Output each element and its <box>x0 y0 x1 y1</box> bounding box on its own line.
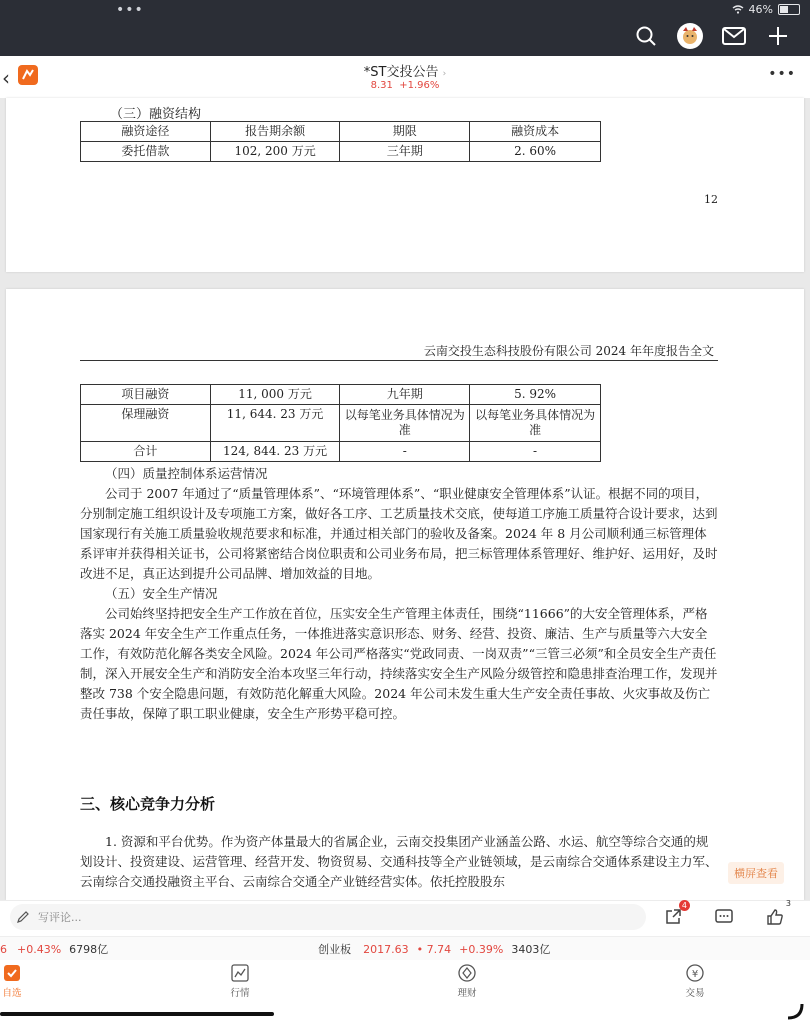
chevron-right-icon: › <box>442 69 447 79</box>
finance-icon <box>458 964 476 982</box>
comments-icon[interactable] <box>711 904 737 930</box>
status-bar <box>732 3 800 16</box>
more-icon[interactable]: ••• <box>768 66 796 82</box>
like-icon[interactable] <box>762 899 791 930</box>
paragraph: 公司于 2007 年通过了“质量管理体系”、“环境管理体系”、“职业健康安全管理体系”认证。根据不同的项目，分别制定施工组织设计及专项施工方案，做好各工序、工艺质量技术交底，使每道工序施工质量符合设计要求，达到国家现行有关施工质量验收规范要求和标准，并通过相关部门的验收及备案。2024 年 8 月公司顺利通三标管理体系评审并获得相关证书，公司将紧密结合岗位职责和公司业务布局，把三标管理体系管理好、维护好、运用好，及时改进不足，真正达到提升公司品牌、增加效益的目地。 <box>80 486 718 581</box>
comment-input[interactable]: 写评论... <box>10 904 646 930</box>
stock-name[interactable]: *ST交投公告 › <box>363 65 447 80</box>
paragraph: 1. 资源和平台优势。作为资产体量最大的省属企业，云南交投集团产业涵盖公路、水运、航空等综合交通的规划设计、投资建设、运营管理、经营开发、物资贸易、交通科技等全产业链领域，是云南综合交通体系建设主力军、云南综合交通投融资主平台、云南综合交通全产业链经营实体。依托控股股东 <box>80 834 718 889</box>
multitask-dots[interactable]: ••• <box>116 2 144 18</box>
market-chart-icon <box>231 964 249 982</box>
table-row: 委托借款 102, 200 万元 三年期 2. 60% <box>81 142 601 162</box>
header-rule <box>80 360 718 361</box>
page-number: 12 <box>704 193 718 206</box>
favorites-icon <box>3 964 21 982</box>
landscape-view-button[interactable]: 横屏查看 <box>728 862 784 884</box>
document-page-12 <box>6 98 804 272</box>
index-ticker[interactable]: 6 +0.43% 6798亿 创业板 2017.63 • 7.74 +0.39% 3403亿 <box>0 936 810 962</box>
back-icon[interactable]: ‹ <box>2 66 10 90</box>
nav-market[interactable]: 行情 <box>210 964 270 999</box>
section-title: （三）融资结构 <box>110 107 202 122</box>
home-indicator[interactable] <box>0 1012 274 1016</box>
like-count: 3 <box>785 899 791 908</box>
section-core <box>80 832 718 892</box>
financing-table <box>80 121 601 162</box>
battery-percent: 46% <box>748 3 773 16</box>
section-title: （四）质量控制体系运营情况 <box>105 466 268 481</box>
wifi-icon <box>732 5 744 14</box>
corner-resize-icon <box>784 1000 804 1020</box>
share-badge: 4 <box>679 900 690 911</box>
document-page-13 <box>6 289 804 900</box>
paragraph: 公司始终坚持把安全生产工作放在首位，压实安全生产管理主体责任，围绕“11666”的大安全管理体系，严格落实 2024 年安全生产工作重点任务，一体推进落实意识形态、财务、经营、投资、廉洁、生产与质量等六大安全工作，有效防范化解各类安全风险。2024 年公司严格落实“党政同责、一岗双责”“三管三必须”和全员安全生产责任制，深入开展安全生产和消防安全治本攻坚三年行动，持续落实安全生产风险分级管控和隐患排查治理工作，发现并整改 738 个安全隐患问题，有效防范化解重大风险。2024 年公司未发生重大生产安全责任事故、火灾事故及伤亡责任事故，保障了职工职业健康，安全生产形势平稳可控。 <box>80 606 718 721</box>
table-row: 项目融资 11, 000 万元 九年期 5. 92% <box>81 385 601 405</box>
nav-favorites[interactable]: 自选 <box>0 964 42 999</box>
running-header: 云南交投生态科技股份有限公司 2024 年年度报告全文 <box>423 344 714 358</box>
table-row: 保理融资 11, 644. 23 万元 以每笔业务具体情况为准 以每笔业务具体情况为准 <box>81 405 601 442</box>
search-icon[interactable] <box>630 20 662 52</box>
pencil-icon <box>16 910 30 924</box>
section-title: （五）安全生产情况 <box>105 586 218 601</box>
add-icon[interactable] <box>762 20 794 52</box>
table-header-row: 融资途径 报告期余额 期限 融资成本 <box>81 122 601 142</box>
index-name: 创业板 <box>318 943 352 956</box>
trade-yen-icon <box>686 964 704 982</box>
stock-price: 8.31 +1.96% <box>370 80 440 91</box>
nav-trade[interactable]: ¥ 交易 <box>665 964 725 999</box>
section-quality <box>80 464 718 724</box>
mail-icon[interactable] <box>718 20 750 52</box>
nav-finance[interactable]: 理财 <box>437 964 497 999</box>
svg-text:¥: ¥ <box>691 969 699 980</box>
share-icon[interactable] <box>660 901 687 930</box>
avatar[interactable] <box>674 20 706 52</box>
section-heading: 三、核心竞争力分析 <box>80 795 216 813</box>
financing-table-continued <box>80 384 601 462</box>
table-total-row: 合计 124, 844. 23 万元 - - <box>81 442 601 462</box>
battery-icon <box>778 4 800 15</box>
